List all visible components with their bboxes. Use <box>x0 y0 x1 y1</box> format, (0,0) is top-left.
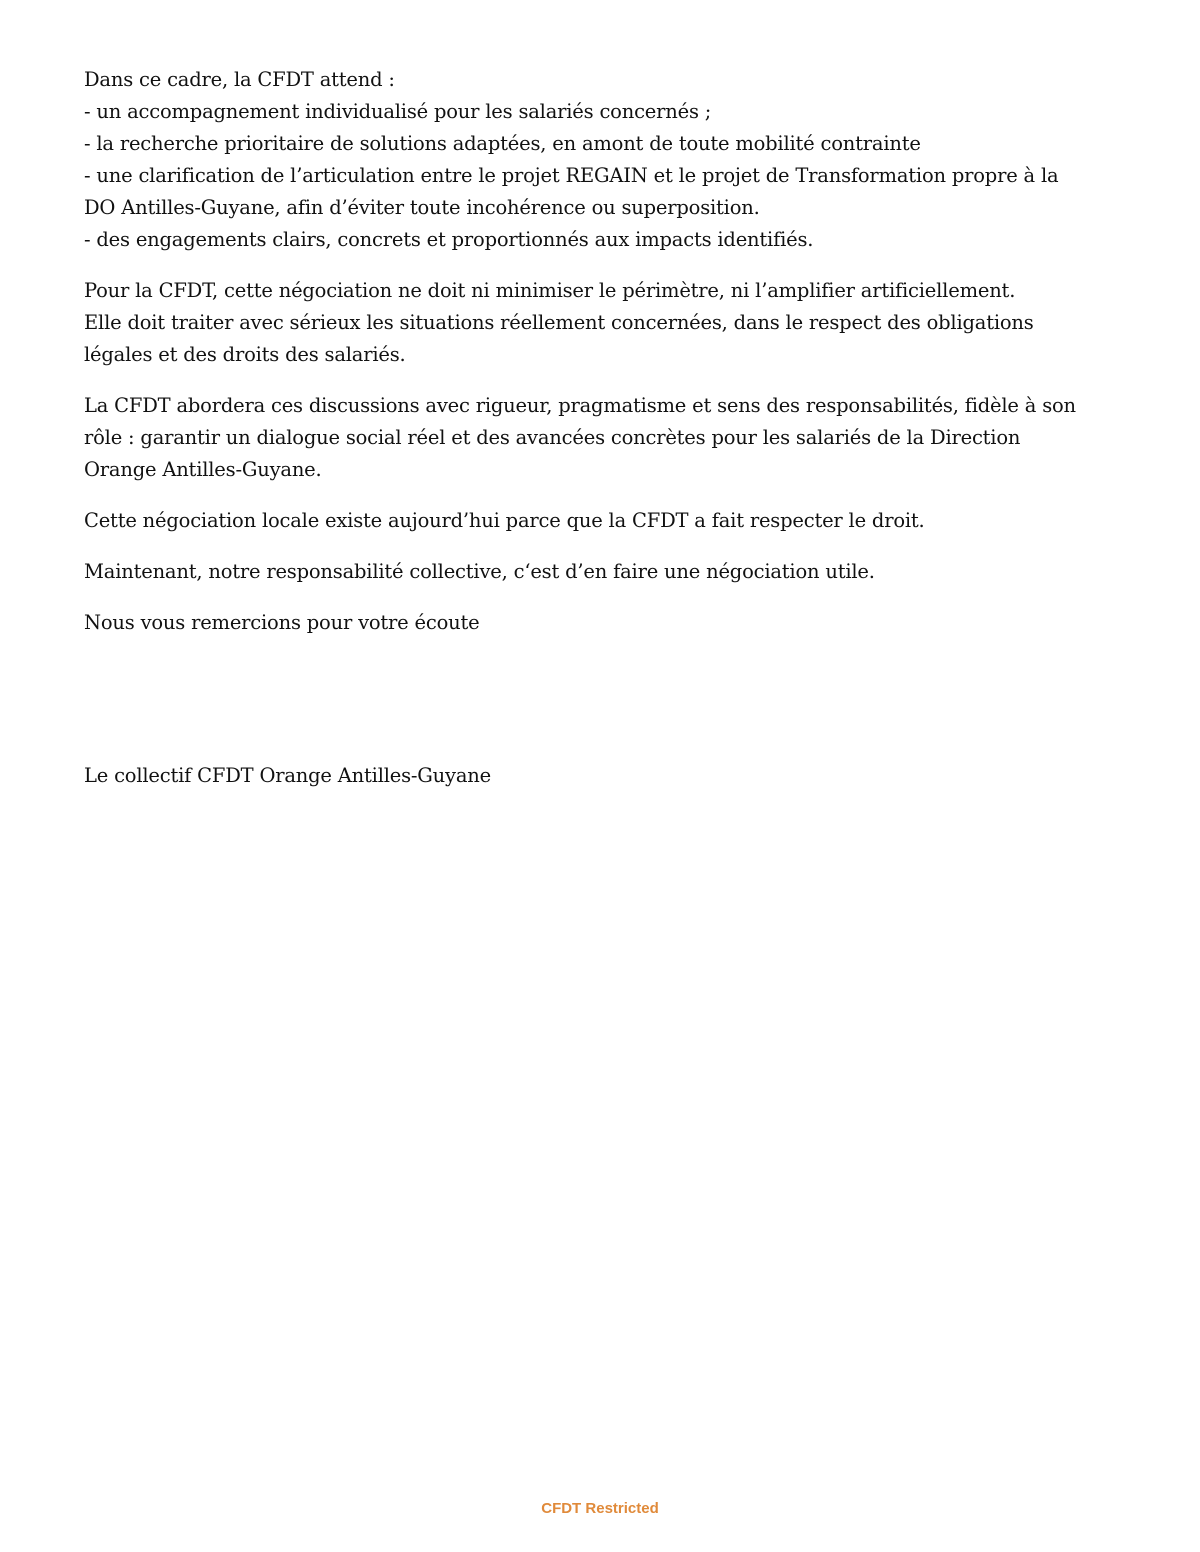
classification-footer: CFDT Restricted <box>541 1500 659 1517</box>
text-line: DO Antilles-Guyane, afin d’éviter toute incohérence ou superposition. <box>84 196 760 219</box>
paragraph-perimeter <box>84 275 1124 371</box>
paragraph-approach <box>84 390 1124 486</box>
text-line: Nous vous remercions pour votre écoute <box>84 611 480 634</box>
paragraph-expectations <box>84 64 1124 256</box>
text-line: rôle : garantir un dialogue social réel et des avancées concrètes pour les salariés de la Direction <box>84 426 1021 449</box>
text-line: Cette négociation locale existe aujourd’hui parce que la CFDT a fait respecter le droit. <box>84 509 925 532</box>
list-item: - un accompagnement individualisé pour les salariés concernés ; <box>84 100 712 123</box>
paragraph-thanks <box>84 607 1124 639</box>
signature: Le collectif CFDT Orange Antilles-Guyane <box>84 764 491 787</box>
paragraph-responsibility <box>84 556 1124 588</box>
text-line: La CFDT abordera ces discussions avec rigueur, pragmatisme et sens des responsabilités, fidèle à son <box>84 394 1076 417</box>
text-line: Dans ce cadre, la CFDT attend : <box>84 68 395 91</box>
list-item: - la recherche prioritaire de solutions adaptées, en amont de toute mobilité contrainte <box>84 132 921 155</box>
text-line: Orange Antilles-Guyane. <box>84 458 322 481</box>
text-line: Elle doit traiter avec sérieux les situations réellement concernées, dans le respect des obligations <box>84 311 1034 334</box>
list-item: - une clarification de l’articulation entre le projet REGAIN et le projet de Transformation propre à la <box>84 164 1059 187</box>
text-line: légales et des droits des salariés. <box>84 343 406 366</box>
paragraph-local-negotiation <box>84 505 1124 537</box>
text-line: Pour la CFDT, cette négociation ne doit ni minimiser le périmètre, ni l’amplifier artificiellement. <box>84 279 1016 302</box>
text-line: Maintenant, notre responsabilité collective, c‘est d’en faire une négociation utile. <box>84 560 875 583</box>
list-item: - des engagements clairs, concrets et proportionnés aux impacts identifiés. <box>84 228 814 251</box>
document-body <box>84 64 1124 658</box>
